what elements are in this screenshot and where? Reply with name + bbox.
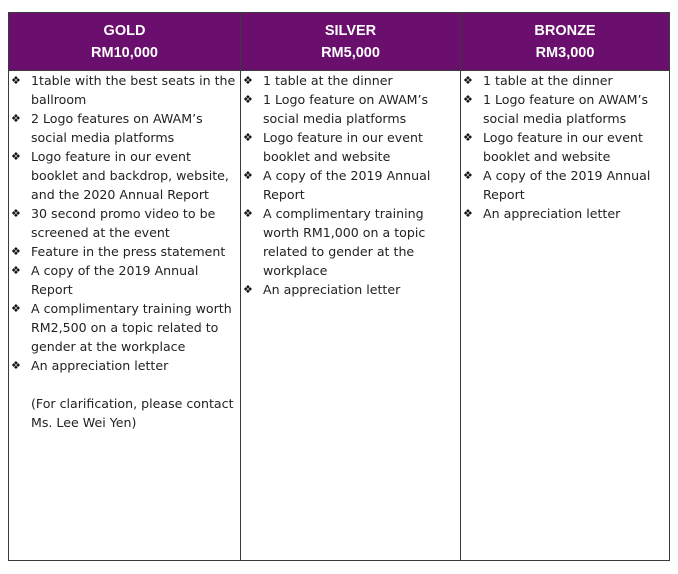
benefit-text: 30 second promo video to be screened at the event: [31, 206, 216, 240]
tier-price-silver: RM5,000: [321, 44, 380, 61]
benefit-item: [461, 90, 669, 128]
tier-name-gold: GOLD: [103, 22, 146, 39]
benefit-item: [461, 71, 669, 90]
benefit-item: [9, 71, 240, 109]
benefit-text: A complimentary training worth RM1,000 on a topic related to gender at the workplace: [263, 206, 426, 278]
clarification-note: (For clarification, please contact Ms. Lee Wei Yen): [31, 396, 234, 430]
benefit-item: [241, 166, 460, 204]
benefit-text: An appreciation letter: [483, 206, 621, 221]
benefit-item: [9, 299, 240, 356]
tier-header-bronze: [461, 13, 670, 71]
benefit-item: [241, 90, 460, 128]
benefit-text: Logo feature in our event booklet and website: [263, 130, 423, 164]
tier-name-silver: SILVER: [324, 22, 377, 39]
silver-benefit-list: [241, 71, 460, 299]
benefit-text: A copy of the 2019 Annual Report: [483, 168, 651, 202]
benefit-text: Feature in the press statement: [31, 244, 226, 259]
diamond-cluster-icon: ❖: [463, 93, 473, 106]
diamond-cluster-icon: ❖: [463, 169, 473, 182]
benefit-item: [241, 280, 460, 299]
benefit-item: [9, 356, 240, 375]
benefit-item: [241, 204, 460, 280]
benefit-item: [461, 166, 669, 204]
benefit-text: 1 table at the dinner: [263, 73, 393, 88]
diamond-cluster-icon: ❖: [11, 359, 21, 372]
tier-name-bronze: BRONZE: [534, 22, 596, 39]
benefit-text: 1table with the best seats in the ballroom: [31, 73, 236, 107]
diamond-cluster-icon: ❖: [11, 245, 21, 258]
benefit-item: [9, 204, 240, 242]
silver-benefits-cell: [241, 71, 461, 561]
tier-header-gold: [9, 13, 241, 71]
benefit-text: Logo feature in our event booklet and backdrop, website, and the 2020 Annual Report: [31, 149, 229, 202]
sponsorship-table: [8, 12, 670, 561]
tier-header-row: [9, 13, 670, 71]
benefit-item: [9, 242, 240, 261]
bronze-benefits-cell: [461, 71, 670, 561]
diamond-cluster-icon: ❖: [243, 131, 253, 144]
tier-header-silver: [241, 13, 461, 71]
benefit-item: [9, 261, 240, 299]
benefit-item: [241, 128, 460, 166]
diamond-cluster-icon: ❖: [243, 93, 253, 106]
benefit-item: [9, 147, 240, 204]
benefit-text: An appreciation letter: [263, 282, 401, 297]
diamond-cluster-icon: ❖: [11, 264, 21, 277]
tier-price-gold: RM10,000: [91, 44, 158, 61]
diamond-cluster-icon: ❖: [11, 150, 21, 163]
benefit-text: 1 Logo feature on AWAM’s social media platforms: [263, 92, 429, 126]
diamond-cluster-icon: ❖: [243, 207, 253, 220]
benefit-text: Logo feature in our event booklet and website: [483, 130, 643, 164]
benefit-text: A copy of the 2019 Annual Report: [31, 263, 199, 297]
benefit-item: [241, 71, 460, 90]
diamond-cluster-icon: ❖: [463, 74, 473, 87]
gold-benefit-list: [9, 71, 240, 375]
benefit-text: 1 table at the dinner: [483, 73, 613, 88]
gold-benefits-cell: [9, 71, 241, 561]
diamond-cluster-icon: ❖: [11, 207, 21, 220]
benefit-text: 1 Logo feature on AWAM’s social media platforms: [483, 92, 649, 126]
benefit-item: [461, 128, 669, 166]
diamond-cluster-icon: ❖: [243, 283, 253, 296]
diamond-cluster-icon: ❖: [463, 207, 473, 220]
diamond-cluster-icon: ❖: [243, 74, 253, 87]
benefit-item: [9, 109, 240, 147]
benefit-text: 2 Logo features on AWAM’s social media platforms: [31, 111, 203, 145]
diamond-cluster-icon: ❖: [463, 131, 473, 144]
benefit-text: A complimentary training worth RM2,500 on a topic related to gender at the workplace: [31, 301, 232, 354]
tier-price-bronze: RM3,000: [535, 44, 595, 61]
benefit-text: A copy of the 2019 Annual Report: [263, 168, 431, 202]
diamond-cluster-icon: ❖: [11, 112, 21, 125]
benefit-item: [461, 204, 669, 223]
diamond-cluster-icon: ❖: [11, 74, 21, 87]
benefit-text: An appreciation letter: [31, 358, 169, 373]
diamond-cluster-icon: ❖: [243, 169, 253, 182]
diamond-cluster-icon: ❖: [11, 302, 21, 315]
tier-benefits-row: [9, 71, 670, 561]
bronze-benefit-list: [461, 71, 669, 223]
